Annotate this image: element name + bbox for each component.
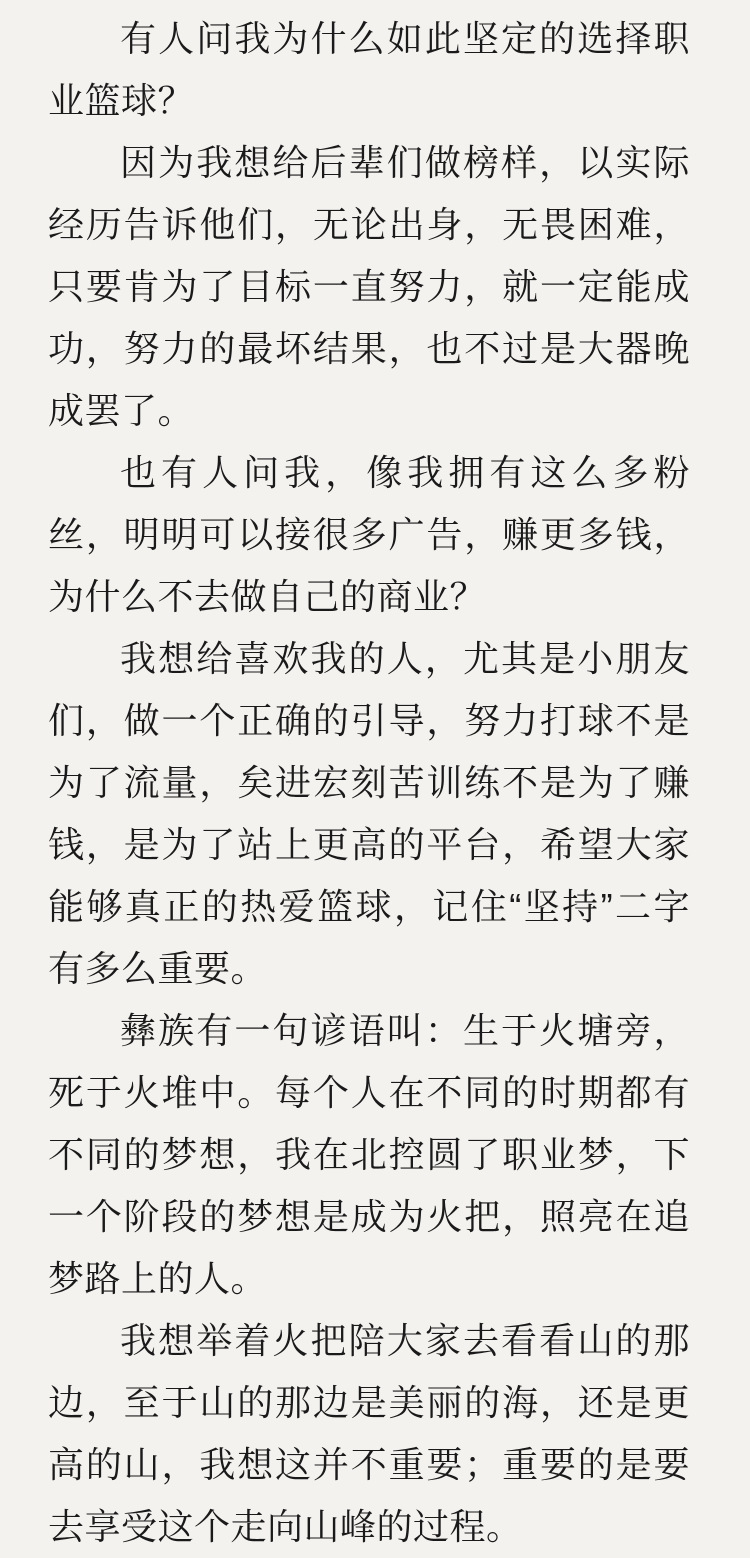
paragraph: 彝族有一句谚语叫：生于火塘旁，死于火堆中。每个人在不同的时期都有不同的梦想，我在北控圆了职业梦，下一个阶段的梦想是成为火把，照亮在追梦路上的人。 [48,1010,690,1299]
paragraph: 也有人问我，像我拥有这么多粉丝，明明可以接很多广告，赚更多钱，为什么不去做自己的商业？ [48,452,690,617]
paragraph: 我想举着火把陪大家去看看山的那边，至于山的那边是美丽的海，还是更高的山，我想这并不重要；重要的是要去享受这个走向山峰的过程。 [48,1320,690,1547]
article-body [48,8,690,1558]
paragraph: 因为我想给后辈们做榜样，以实际经历告诉他们，无论出身，无畏困难，只要肯为了目标一直努力，就一定能成功，努力的最坏结果，也不过是大器晚成罢了。 [48,142,690,431]
paragraph: 有人问我为什么如此坚定的选择职业篮球？ [48,18,690,121]
paragraph: 我想给喜欢我的人，尤其是小朋友们，做一个正确的引导，努力打球不是为了流量，矣进宏刻苦训练不是为了赚钱，是为了站上更高的平台，希望大家能够真正的热爱篮球，记住“坚持”二字有多么重要。 [48,638,690,989]
